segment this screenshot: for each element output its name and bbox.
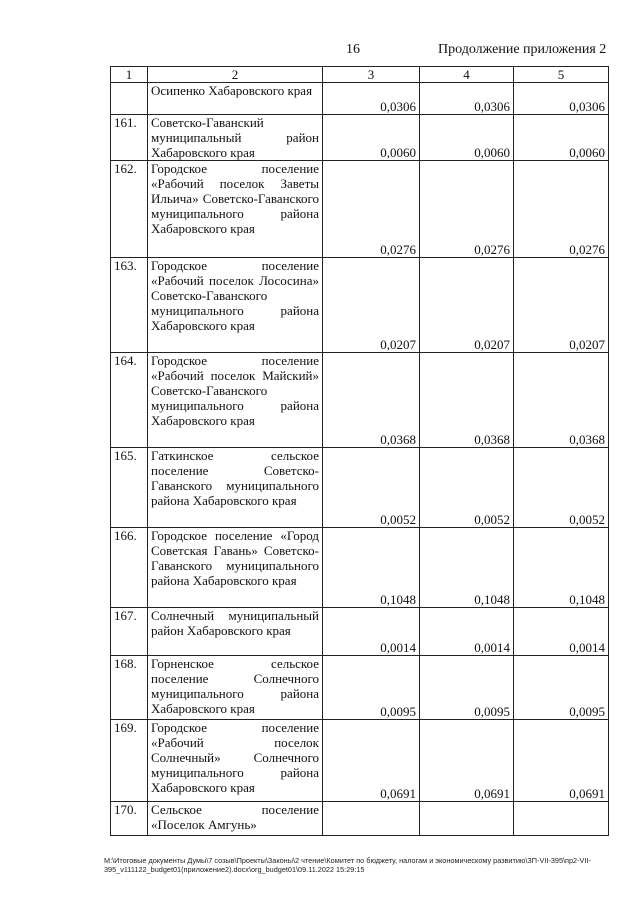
value-col5: 0,0306 xyxy=(514,83,609,115)
table-row xyxy=(111,608,609,656)
row-number: 161. xyxy=(111,115,148,161)
value-col5: 0,1048 xyxy=(514,528,609,608)
territory-name: Солнечный муниципальный район Хабаровского края xyxy=(148,608,323,656)
territory-name: Городское поселение «Город Советская Гавань» Советско-Гаванского муниципального района Хабаровского края xyxy=(148,528,323,608)
value-col3: 0,0207 xyxy=(323,258,420,353)
row-number xyxy=(111,83,148,115)
value-col5: 0,0207 xyxy=(514,258,609,353)
row-number: 170. xyxy=(111,802,148,836)
row-number: 167. xyxy=(111,608,148,656)
table-row xyxy=(111,656,609,720)
territory-name: Осипенко Хабаровского края xyxy=(148,83,323,115)
territory-name: Городское поселение «Рабочий поселок Заветы Ильича» Советско-Гаванского муниципального района Хабаровского края xyxy=(148,161,323,258)
table-header-row xyxy=(111,67,609,83)
territory-name: Горненское сельское поселение Солнечного муниципального района Хабаровского края xyxy=(148,656,323,720)
budget-table xyxy=(110,66,609,836)
row-number: 166. xyxy=(111,528,148,608)
territory-name: Сельское поселение «Поселок Амгунь» xyxy=(148,802,323,836)
territory-name: Городское поселение «Рабочий поселок Солнечный» Солнечного муниципального района Хабаровского края xyxy=(148,720,323,802)
table-row xyxy=(111,448,609,528)
value-col3: 0,0052 xyxy=(323,448,420,528)
column-header: 1 xyxy=(111,67,148,83)
value-col4: 0,0368 xyxy=(420,353,514,448)
value-col3 xyxy=(323,802,420,836)
value-col3: 0,0306 xyxy=(323,83,420,115)
value-col4: 0,0276 xyxy=(420,161,514,258)
value-col4: 0,0306 xyxy=(420,83,514,115)
value-col5: 0,0052 xyxy=(514,448,609,528)
territory-name: Городское поселение «Рабочий поселок Майский» Советско-Гаванского муниципального района Хабаровского края xyxy=(148,353,323,448)
row-number: 162. xyxy=(111,161,148,258)
row-number: 169. xyxy=(111,720,148,802)
row-number: 165. xyxy=(111,448,148,528)
value-col5: 0,0691 xyxy=(514,720,609,802)
document-path-footer: M:\Итоговые документы Думы\7 созыв\Проекты\Законы\2 чтение\Комитет по бюджету, налогам и экономическому развитию\ЗП-VII-395\пр2-VII-395_v111122_budget01(приложение2).docx\org_budget01\09.11.2022 15:29:15 xyxy=(104,856,591,874)
value-col4: 0,0207 xyxy=(420,258,514,353)
value-col3: 0,0014 xyxy=(323,608,420,656)
value-col3: 0,0276 xyxy=(323,161,420,258)
territory-name: Городское поселение «Рабочий поселок Лососина» Советско-Гаванского муниципального района Хабаровского края xyxy=(148,258,323,353)
value-col5 xyxy=(514,802,609,836)
value-col3: 0,0691 xyxy=(323,720,420,802)
value-col3: 0,0095 xyxy=(323,656,420,720)
value-col5: 0,0276 xyxy=(514,161,609,258)
column-header: 2 xyxy=(148,67,323,83)
table-row xyxy=(111,528,609,608)
column-header: 4 xyxy=(420,67,514,83)
row-number: 164. xyxy=(111,353,148,448)
value-col5: 0,0060 xyxy=(514,115,609,161)
value-col4: 0,0014 xyxy=(420,608,514,656)
value-col4: 0,0052 xyxy=(420,448,514,528)
value-col3: 0,0368 xyxy=(323,353,420,448)
table-row xyxy=(111,353,609,448)
table-row xyxy=(111,83,609,115)
value-col4: 0,0095 xyxy=(420,656,514,720)
value-col4: 0,0691 xyxy=(420,720,514,802)
value-col3: 0,1048 xyxy=(323,528,420,608)
value-col5: 0,0095 xyxy=(514,656,609,720)
table-row xyxy=(111,161,609,258)
continuation-header: Продолжение приложения 2 xyxy=(438,42,607,57)
table-row xyxy=(111,802,609,836)
table-row xyxy=(111,720,609,802)
value-col3: 0,0060 xyxy=(323,115,420,161)
row-number: 168. xyxy=(111,656,148,720)
table-row xyxy=(111,258,609,353)
page-number: 16 xyxy=(346,42,360,57)
value-col4 xyxy=(420,802,514,836)
value-col5: 0,0014 xyxy=(514,608,609,656)
value-col4: 0,1048 xyxy=(420,528,514,608)
column-header: 5 xyxy=(514,67,609,83)
row-number: 163. xyxy=(111,258,148,353)
territory-name: Советско-Гаванский муниципальный район Хабаровского края xyxy=(148,115,323,161)
territory-name: Гаткинское сельское поселение Советско-Гаванского муниципального района Хабаровского края xyxy=(148,448,323,528)
column-header: 3 xyxy=(323,67,420,83)
value-col5: 0,0368 xyxy=(514,353,609,448)
table-row xyxy=(111,115,609,161)
value-col4: 0,0060 xyxy=(420,115,514,161)
